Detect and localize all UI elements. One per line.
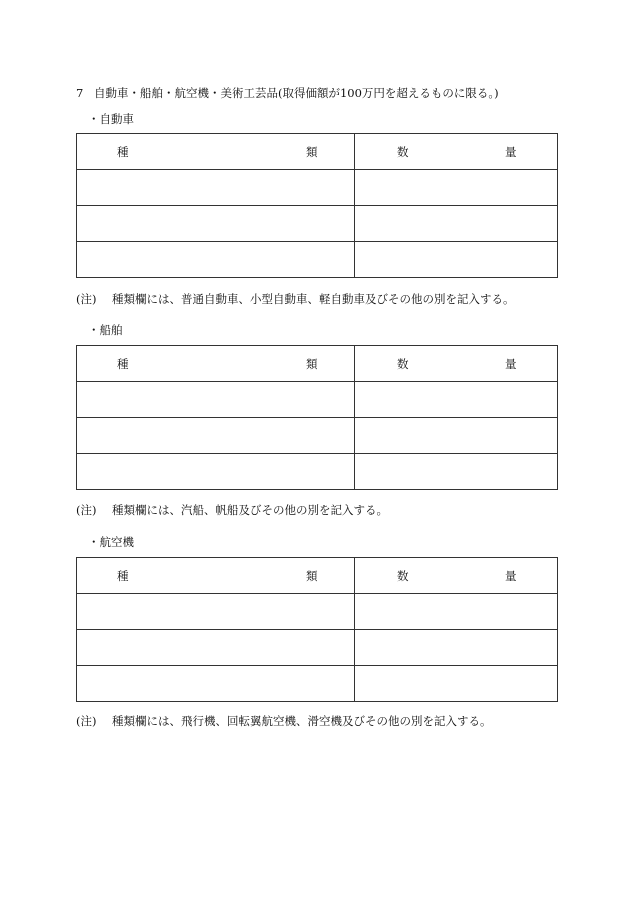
note-label: (注): [76, 503, 97, 517]
note-label: (注): [76, 292, 97, 306]
table-header-row: [77, 558, 558, 594]
note-aircraft: [76, 713, 492, 729]
type-column-header: 種 類: [77, 558, 355, 594]
quantity-cell[interactable]: [355, 206, 558, 242]
type-cell[interactable]: [77, 418, 355, 454]
quantity-column-header: 数 量: [355, 558, 558, 594]
quantity-cell[interactable]: [355, 454, 558, 490]
quantity-column-header: 数 量: [355, 134, 558, 170]
table-header-row: [77, 134, 558, 170]
note-text: 種類欄には、普通自動車、小型自動車、軽自動車及びその他の別を記入する。: [112, 292, 515, 306]
type-cell[interactable]: [77, 242, 355, 278]
type-cell[interactable]: [77, 170, 355, 206]
subsection-title-car: ・自動車: [88, 112, 134, 126]
quantity-cell[interactable]: [355, 594, 558, 630]
subsection-title-aircraft: ・航空機: [88, 535, 134, 549]
note-ship: [76, 502, 388, 518]
note-text: 種類欄には、汽船、帆船及びその他の別を記入する。: [112, 503, 388, 517]
section-number: 7: [76, 86, 84, 100]
section-heading: [76, 85, 499, 101]
table-row: [77, 242, 558, 278]
table-row: [77, 630, 558, 666]
ship-table: [76, 345, 558, 490]
table-row: [77, 206, 558, 242]
note-car: [76, 291, 515, 307]
table-row: [77, 666, 558, 702]
quantity-cell[interactable]: [355, 170, 558, 206]
table-row: [77, 594, 558, 630]
quantity-cell[interactable]: [355, 418, 558, 454]
note-label: (注): [76, 714, 97, 728]
type-cell[interactable]: [77, 666, 355, 702]
type-cell[interactable]: [77, 630, 355, 666]
quantity-column-header: 数 量: [355, 346, 558, 382]
type-cell[interactable]: [77, 382, 355, 418]
table-row: [77, 418, 558, 454]
aircraft-table: [76, 557, 558, 702]
car-table: [76, 133, 558, 278]
note-text: 種類欄には、飛行機、回転翼航空機、滑空機及びその他の別を記入する。: [112, 714, 492, 728]
type-column-header: 種 類: [77, 346, 355, 382]
section-heading-text: 自動車・船舶・航空機・美術工芸品(取得価額が100万円を超えるものに限る。): [94, 86, 499, 100]
type-column-header: 種 類: [77, 134, 355, 170]
table-row: [77, 170, 558, 206]
quantity-cell[interactable]: [355, 242, 558, 278]
quantity-cell[interactable]: [355, 382, 558, 418]
type-cell[interactable]: [77, 454, 355, 490]
type-cell[interactable]: [77, 594, 355, 630]
quantity-cell[interactable]: [355, 630, 558, 666]
table-row: [77, 382, 558, 418]
table-row: [77, 454, 558, 490]
type-cell[interactable]: [77, 206, 355, 242]
subsection-title-ship: ・船舶: [88, 323, 123, 337]
table-header-row: [77, 346, 558, 382]
quantity-cell[interactable]: [355, 666, 558, 702]
